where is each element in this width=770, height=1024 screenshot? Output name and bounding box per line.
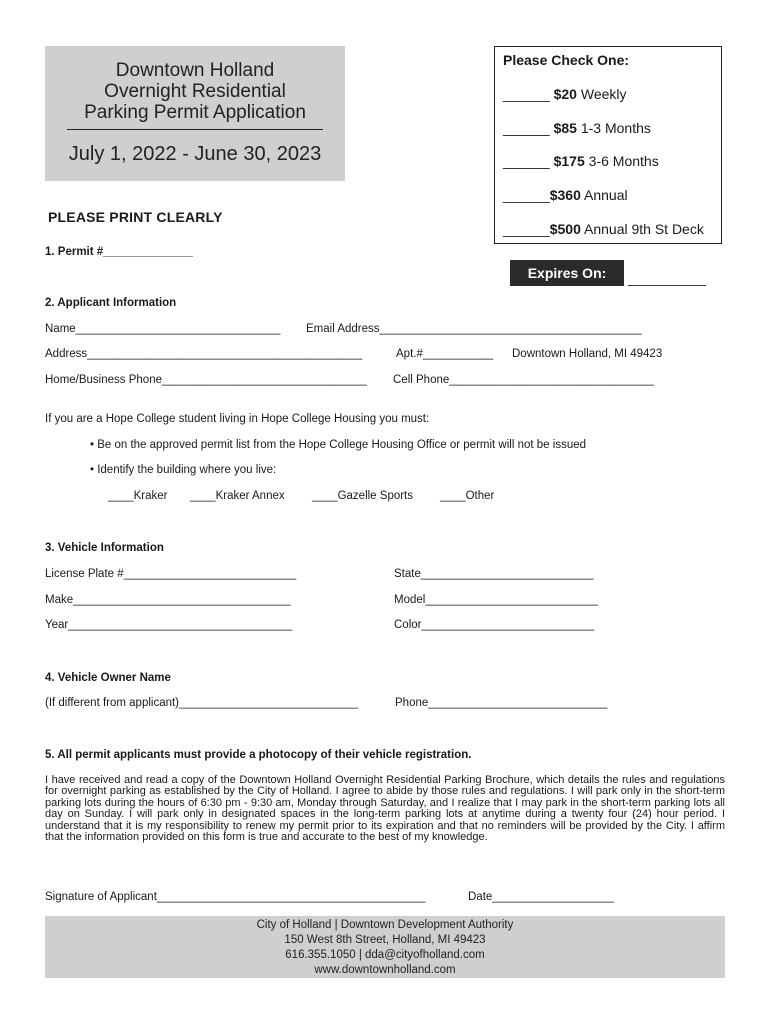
option-price: $85 bbox=[553, 120, 577, 136]
model-field[interactable]: Model___________________________ bbox=[394, 594, 599, 606]
option-label: Annual bbox=[584, 187, 628, 203]
license-plate-field[interactable]: License Plate #___________________________ bbox=[45, 568, 297, 580]
footer-contact: 616.355.1050 | dda@cityofholland.com bbox=[285, 949, 485, 961]
option-blank: ______ bbox=[503, 221, 550, 237]
color-field[interactable]: Color___________________________ bbox=[394, 619, 595, 631]
hope-bullet-2: • Identify the building where you live: bbox=[90, 464, 277, 476]
hope-bullet-1: • Be on the approved permit list from the Hope College Housing Office or permit will not be issued bbox=[90, 439, 587, 451]
state-field[interactable]: State___________________________ bbox=[394, 568, 594, 580]
expires-field[interactable]: __________ bbox=[628, 270, 706, 286]
title-line-3: Parking Permit Application bbox=[84, 102, 306, 123]
footer-address: 150 West 8th Street, Holland, MI 49423 bbox=[284, 934, 486, 946]
permit-type-title: Please Check One: bbox=[503, 52, 630, 68]
permit-period: July 1, 2022 - June 30, 2023 bbox=[68, 143, 322, 165]
applicant-heading: 2. Applicant Information bbox=[45, 297, 177, 309]
expires-badge: Expires On: bbox=[510, 260, 624, 286]
title-line-1: Downtown Holland bbox=[115, 60, 275, 81]
title-divider bbox=[67, 129, 323, 130]
signature-field[interactable]: Signature of Applicant__________________________________________ bbox=[45, 891, 426, 903]
option-blank: ______ bbox=[503, 120, 550, 136]
vehicle-heading: 3. Vehicle Information bbox=[45, 542, 164, 554]
option-blank: ______ bbox=[503, 187, 550, 203]
address-field[interactable]: Address___________________________________________ bbox=[45, 348, 363, 360]
option-annual[interactable] bbox=[503, 187, 628, 203]
home-phone-field[interactable]: Home/Business Phone________________________________ bbox=[45, 374, 367, 386]
title-line-2: Overnight Residential bbox=[104, 81, 286, 102]
building-other[interactable]: ____Other bbox=[440, 490, 495, 502]
permit-type-box bbox=[494, 46, 722, 244]
building-kraker-annex[interactable]: ____Kraker Annex bbox=[190, 490, 285, 502]
option-1-3-months[interactable] bbox=[503, 120, 651, 136]
hope-intro: If you are a Hope College student living in Hope College Housing you must: bbox=[45, 413, 430, 425]
form-title bbox=[45, 60, 345, 123]
footer-website[interactable]: www.downtownholland.com bbox=[314, 964, 456, 976]
name-field[interactable]: Name________________________________ bbox=[45, 323, 281, 335]
option-label: Weekly bbox=[580, 86, 627, 102]
option-label: 3-6 Months bbox=[588, 153, 659, 169]
option-3-6-months[interactable] bbox=[503, 153, 659, 169]
city-text: Downtown Holland, MI 49423 bbox=[512, 348, 663, 360]
footer-organization: City of Holland | Downtown Development Authority bbox=[256, 919, 514, 931]
option-blank: ______ bbox=[503, 86, 550, 102]
owner-name-field[interactable]: (If different from applicant)____________________________ bbox=[45, 697, 359, 709]
option-price: $500 bbox=[549, 221, 581, 237]
permit-number-field[interactable]: 1. Permit #______________ bbox=[45, 246, 193, 258]
option-weekly[interactable] bbox=[503, 86, 627, 102]
option-label: Annual 9th St Deck bbox=[584, 221, 704, 237]
apt-field[interactable]: Apt.#___________ bbox=[396, 348, 494, 360]
option-label: 1-3 Months bbox=[580, 120, 651, 136]
option-price: $175 bbox=[553, 153, 585, 169]
registration-heading: 5. All permit applicants must provide a photocopy of their vehicle registration. bbox=[45, 749, 472, 761]
agreement-paragraph: I have received and read a copy of the Downtown Holland Overnight Residential Parking Brochure, which details the rules and regulations for overnight parking as established by the City of Holland. I agree to abide by those rules and regulations. I will park only in the short-term parking lots during the hours of 6:30 pm - 9:30 am, Monday through Saturday, and I realize that I may park in the short-term parking lots all day on Sunday. I will park only in designated spaces in the long-term parking lots at anytime during a twenty four (24) hour period. I understand that it is my responsibility to renew my permit prior to its expiration and that no reminders will be provided by the City. I affirm that the information provided on this form is true and accurate to the best of my knowledge. bbox=[45, 774, 725, 844]
make-field[interactable]: Make__________________________________ bbox=[45, 594, 291, 606]
building-kraker[interactable]: ____Kraker bbox=[108, 490, 168, 502]
owner-phone-field[interactable]: Phone____________________________ bbox=[395, 697, 608, 709]
option-price: $20 bbox=[553, 86, 577, 102]
email-field[interactable]: Email Address_________________________________________ bbox=[306, 323, 642, 335]
building-gazelle-sports[interactable]: ____Gazelle Sports bbox=[312, 490, 414, 502]
print-clearly-notice: PLEASE PRINT CLEARLY bbox=[48, 209, 223, 225]
option-annual-9th-st-deck[interactable] bbox=[503, 221, 704, 237]
date-field[interactable]: Date___________________ bbox=[468, 891, 614, 903]
option-price: $360 bbox=[549, 187, 581, 203]
year-field[interactable]: Year___________________________________ bbox=[45, 619, 293, 631]
option-blank: ______ bbox=[503, 153, 550, 169]
cell-phone-field[interactable]: Cell Phone________________________________ bbox=[393, 374, 654, 386]
owner-heading: 4. Vehicle Owner Name bbox=[45, 672, 171, 684]
